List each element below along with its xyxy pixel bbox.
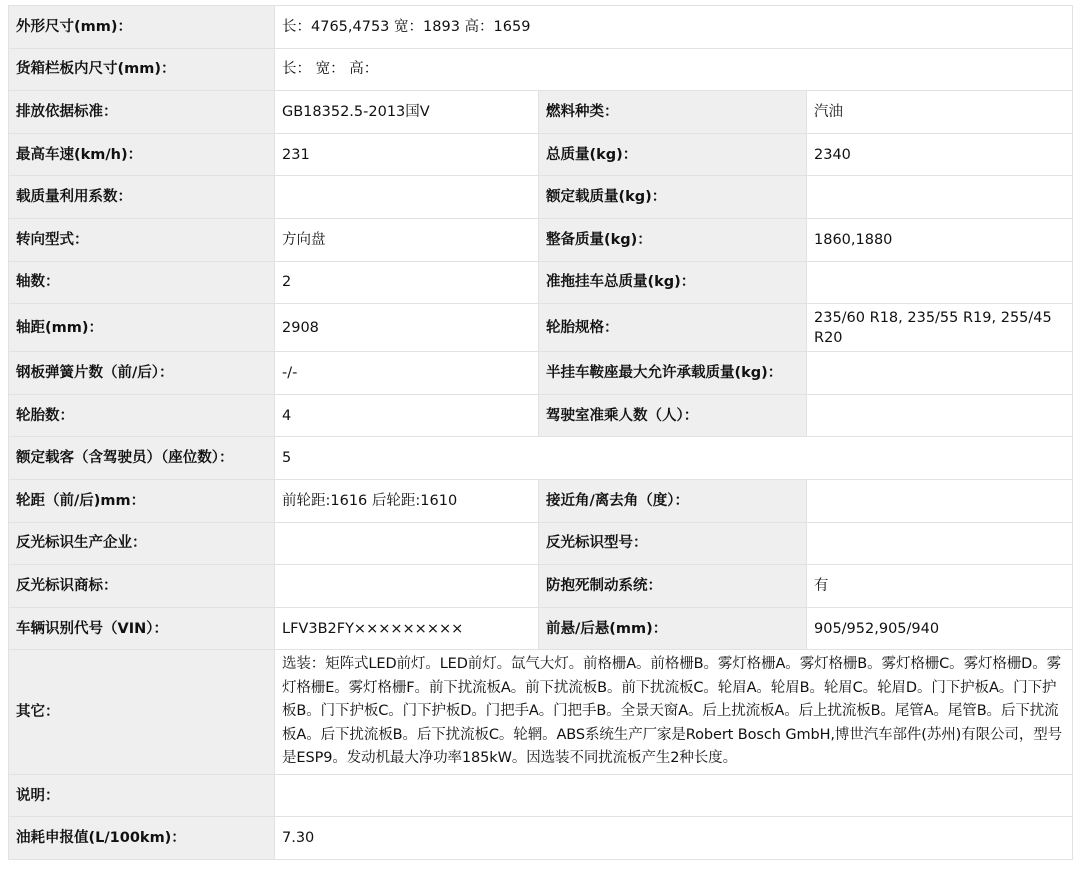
spec-value: 231: [275, 133, 539, 176]
spec-label: 最高车速(km/h)：: [9, 133, 275, 176]
spec-label: 轮胎规格：: [539, 304, 807, 352]
spec-value: GB18352.5-2013国V: [275, 91, 539, 134]
table-row: [9, 565, 1073, 608]
table-row: [9, 91, 1073, 134]
spec-label: 轮距（前/后)mm：: [9, 479, 275, 522]
table-row: [9, 176, 1073, 219]
table-row: [9, 394, 1073, 437]
spec-value: 前轮距:1616 后轮距:1610: [275, 479, 539, 522]
spec-label: 燃料种类：: [539, 91, 807, 134]
spec-label: 额定载质量(kg)：: [539, 176, 807, 219]
spec-value: [807, 479, 1073, 522]
spec-value: [807, 352, 1073, 395]
spec-value: [275, 176, 539, 219]
spec-value: 5: [275, 437, 1073, 480]
spec-label: 外形尺寸(mm)：: [9, 6, 275, 49]
spec-label: 货箱栏板内尺寸(mm)：: [9, 48, 275, 91]
spec-value: [275, 774, 1073, 817]
spec-label: 准拖挂车总质量(kg)：: [539, 261, 807, 304]
spec-label: 防抱死制动系统：: [539, 565, 807, 608]
table-row: [9, 133, 1073, 176]
spec-label: 车辆识别代号（VIN）：: [9, 607, 275, 650]
spec-label: 转向型式：: [9, 218, 275, 261]
spec-value: 长：4765,4753 宽：1893 高：1659: [275, 6, 1073, 49]
spec-label: 半挂车鞍座最大允许承载质量(kg)：: [539, 352, 807, 395]
table-row: [9, 650, 1073, 775]
spec-value: [807, 394, 1073, 437]
spec-label: 驾驶室准乘人数（人）：: [539, 394, 807, 437]
table-row: [9, 774, 1073, 817]
spec-label: 轴距(mm)：: [9, 304, 275, 352]
spec-label: 油耗申报值(L/100km)：: [9, 817, 275, 860]
spec-value: 905/952,905/940: [807, 607, 1073, 650]
spec-value: [807, 522, 1073, 565]
spec-value: 有: [807, 565, 1073, 608]
spec-value: 方向盘: [275, 218, 539, 261]
spec-label: 整备质量(kg)：: [539, 218, 807, 261]
spec-label: 反光标识型号：: [539, 522, 807, 565]
spec-label: 载质量利用系数：: [9, 176, 275, 219]
table-row: [9, 304, 1073, 352]
table-row: [9, 522, 1073, 565]
table-row: [9, 352, 1073, 395]
table-row: [9, 817, 1073, 860]
table-row: [9, 437, 1073, 480]
spec-value: LFV3B2FY×××××××××: [275, 607, 539, 650]
table-row: [9, 261, 1073, 304]
spec-value: 7.30: [275, 817, 1073, 860]
spec-value: 2340: [807, 133, 1073, 176]
spec-label: 前悬/后悬(mm)：: [539, 607, 807, 650]
spec-value: 4: [275, 394, 539, 437]
spec-value: 汽油: [807, 91, 1073, 134]
spec-label: 钢板弹簧片数（前/后）：: [9, 352, 275, 395]
spec-value: [807, 261, 1073, 304]
spec-label: 反光标识生产企业：: [9, 522, 275, 565]
spec-value: 1860,1880: [807, 218, 1073, 261]
spec-label: 说明：: [9, 774, 275, 817]
spec-value: 2908: [275, 304, 539, 352]
spec-label: 接近角/离去角（度）：: [539, 479, 807, 522]
table-row: [9, 607, 1073, 650]
table-row: [9, 6, 1073, 49]
table-row: [9, 48, 1073, 91]
spec-label: 其它：: [9, 650, 275, 775]
spec-label: 反光标识商标：: [9, 565, 275, 608]
spec-value: 235/60 R18, 235/55 R19, 255/45 R20: [807, 304, 1073, 352]
spec-value: [275, 565, 539, 608]
spec-label: 总质量(kg)：: [539, 133, 807, 176]
spec-label: 额定载客（含驾驶员）（座位数）：: [9, 437, 275, 480]
spec-value: -/-: [275, 352, 539, 395]
spec-value: 长： 宽： 高：: [275, 48, 1073, 91]
spec-value: 选装：矩阵式LED前灯。LED前灯。氙气大灯。前格栅A。前格栅B。雾灯格栅A。雾灯格栅B。雾灯格栅C。雾灯格栅D。雾灯格栅E。雾灯格栅F。前下扰流板A。前下扰流板B。前下扰流板C。轮眉A。轮眉B。轮眉C。轮眉D。门下护板A。门下护板B。门下护板C。门下护板D。门把手A。门把手B。全景天窗A。后上扰流板A。后上扰流板B。尾管A。尾管B。后下扰流板A。后下扰流板B。后下扰流板C。轮辋。ABS系统生产厂家是Robert Bosch GmbH,博世汽车部件(苏州)有限公司，型号是ESP9。发动机最大净功率185kW。因选装不同扰流板产生2种长度。: [275, 650, 1073, 775]
vehicle-spec-table: [8, 5, 1073, 860]
spec-value: 2: [275, 261, 539, 304]
spec-label: 轮胎数：: [9, 394, 275, 437]
spec-label: 排放依据标准：: [9, 91, 275, 134]
table-row: [9, 218, 1073, 261]
spec-value: [275, 522, 539, 565]
spec-label: 轴数：: [9, 261, 275, 304]
table-row: [9, 479, 1073, 522]
spec-value: [807, 176, 1073, 219]
